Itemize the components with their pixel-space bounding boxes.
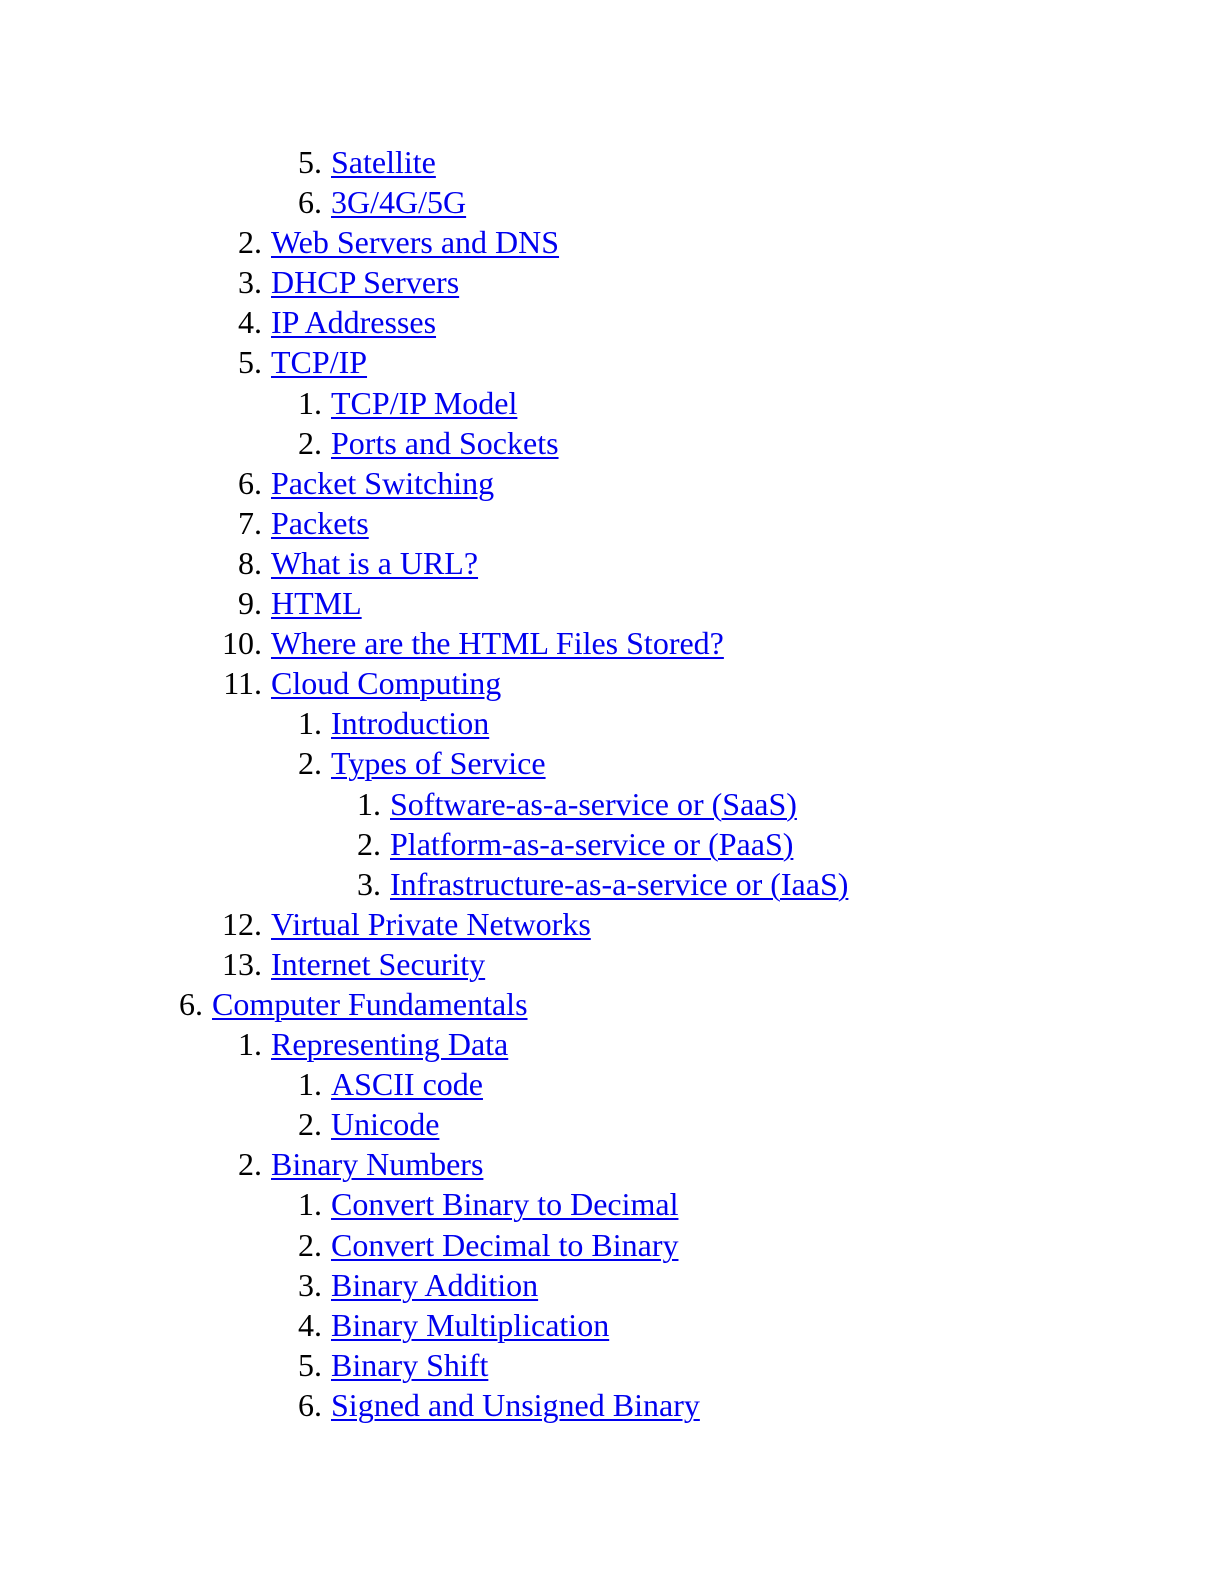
toc-item-link[interactable]: Satellite [331,144,436,180]
toc-item-link[interactable]: HTML [271,585,362,622]
toc-item-number: 4. [238,304,262,341]
toc-item [0,663,1224,703]
toc-item-number: 13. [222,945,262,982]
toc-item-link[interactable]: IP Addresses [271,304,437,341]
toc-item [0,222,1224,262]
toc-item-number: 2. [298,745,322,782]
toc-item [0,423,1224,463]
toc-item-link[interactable]: DHCP Servers [271,264,460,301]
toc-item-number: 3. [357,865,381,902]
toc-item-link[interactable]: Software-as-a-service or (SaaS) [390,785,797,822]
toc-item-number: 8. [238,544,262,581]
toc-item-number: 2. [298,1106,322,1143]
toc-item-link[interactable]: Signed and Unsigned Binary [331,1386,700,1423]
toc-item-link[interactable]: Packet Switching [271,464,495,501]
toc-item-link[interactable]: Computer Fundamentals [212,985,528,1022]
toc-item-number: 3. [298,1266,322,1303]
toc-item [0,1265,1224,1305]
toc-item-link[interactable]: 3G/4G/5G [331,184,467,221]
toc-item-link[interactable]: Convert Binary to Decimal [331,1186,679,1223]
toc-item-number: 6. [298,1386,322,1423]
toc-item-link[interactable]: Unicode [331,1106,440,1143]
toc-item-link[interactable]: Packets [271,504,369,541]
toc-item [0,1225,1224,1265]
toc-item-link[interactable]: Cloud Computing [271,665,502,702]
toc-item-number: 11. [223,665,262,702]
toc-item-number: 6. [179,985,203,1022]
toc-item-link[interactable]: Binary Multiplication [331,1306,610,1343]
table-of-contents [0,142,1224,1425]
toc-item [0,824,1224,864]
toc-item-number: 7. [238,504,262,541]
toc-item-link[interactable]: Web Servers and DNS [271,224,560,261]
toc-item-link[interactable]: Where are the HTML Files Stored? [271,625,724,662]
toc-item [0,543,1224,583]
toc-item [0,1064,1224,1104]
toc-item [0,583,1224,623]
toc-item [0,984,1224,1024]
toc-item-link[interactable]: Ports and Sockets [331,424,559,461]
toc-item-number: 1. [298,1186,322,1223]
toc-item [0,1024,1224,1064]
toc-item [0,904,1224,944]
toc-item-link[interactable]: What is a URL? [271,544,479,581]
toc-item-number: 2. [238,1146,262,1183]
toc-item-number: 5. [298,144,322,180]
toc-item [0,944,1224,984]
toc-item [0,1184,1224,1224]
toc-item-link[interactable]: Convert Decimal to Binary [331,1226,679,1263]
toc-item [0,864,1224,904]
toc-item-number: 1. [298,705,322,742]
toc-item [0,623,1224,663]
toc-item-number: 1. [298,1066,322,1103]
toc-item [0,1345,1224,1385]
toc-item [0,1144,1224,1184]
toc-item-link[interactable]: Internet Security [271,945,486,982]
toc-item [0,302,1224,342]
toc-item [0,463,1224,503]
toc-item-link[interactable]: Binary Numbers [271,1146,484,1183]
toc-item-link[interactable]: Types of Service [331,745,546,782]
toc-item-number: 2. [357,825,381,862]
toc-item [0,503,1224,543]
toc-item [0,342,1224,382]
toc-item-number: 12. [222,905,262,942]
toc-item [0,383,1224,423]
toc-item-link[interactable]: TCP/IP [271,344,368,381]
toc-item-number: 1. [238,1026,262,1063]
toc-item-link[interactable]: Virtual Private Networks [271,905,591,942]
toc-item [0,142,1224,182]
toc-item-number: 6. [238,464,262,501]
toc-item [0,262,1224,302]
toc-item-number: 5. [298,1346,322,1383]
toc-item-number: 5. [238,344,262,381]
toc-item-number: 2. [298,1226,322,1263]
toc-item-link[interactable]: Representing Data [271,1026,509,1063]
toc-item-link[interactable]: Binary Shift [331,1346,489,1383]
toc-item-link[interactable]: TCP/IP Model [331,384,518,421]
toc-item [0,703,1224,743]
toc-item-link[interactable]: Binary Addition [331,1266,539,1303]
toc-item-link[interactable]: Platform-as-a-service or (PaaS) [390,825,794,862]
toc-item [0,1385,1224,1425]
toc-item-number: 6. [298,184,322,221]
toc-item-link[interactable]: Introduction [331,705,490,742]
toc-item-number: 4. [298,1306,322,1343]
toc-item-number: 10. [222,625,262,662]
toc-item [0,784,1224,824]
toc-item [0,182,1224,222]
toc-item [0,1305,1224,1345]
toc-item [0,743,1224,783]
toc-item-number: 2. [298,424,322,461]
toc-item-number: 2. [238,224,262,261]
toc-item-number: 3. [238,264,262,301]
toc-item-link[interactable]: Infrastructure-as-a-service or (IaaS) [390,865,849,902]
toc-item-link[interactable]: ASCII code [331,1066,483,1103]
toc-item-number: 1. [298,384,322,421]
toc-item [0,1104,1224,1144]
toc-item-number: 1. [357,785,381,822]
toc-item-number: 9. [238,585,262,622]
